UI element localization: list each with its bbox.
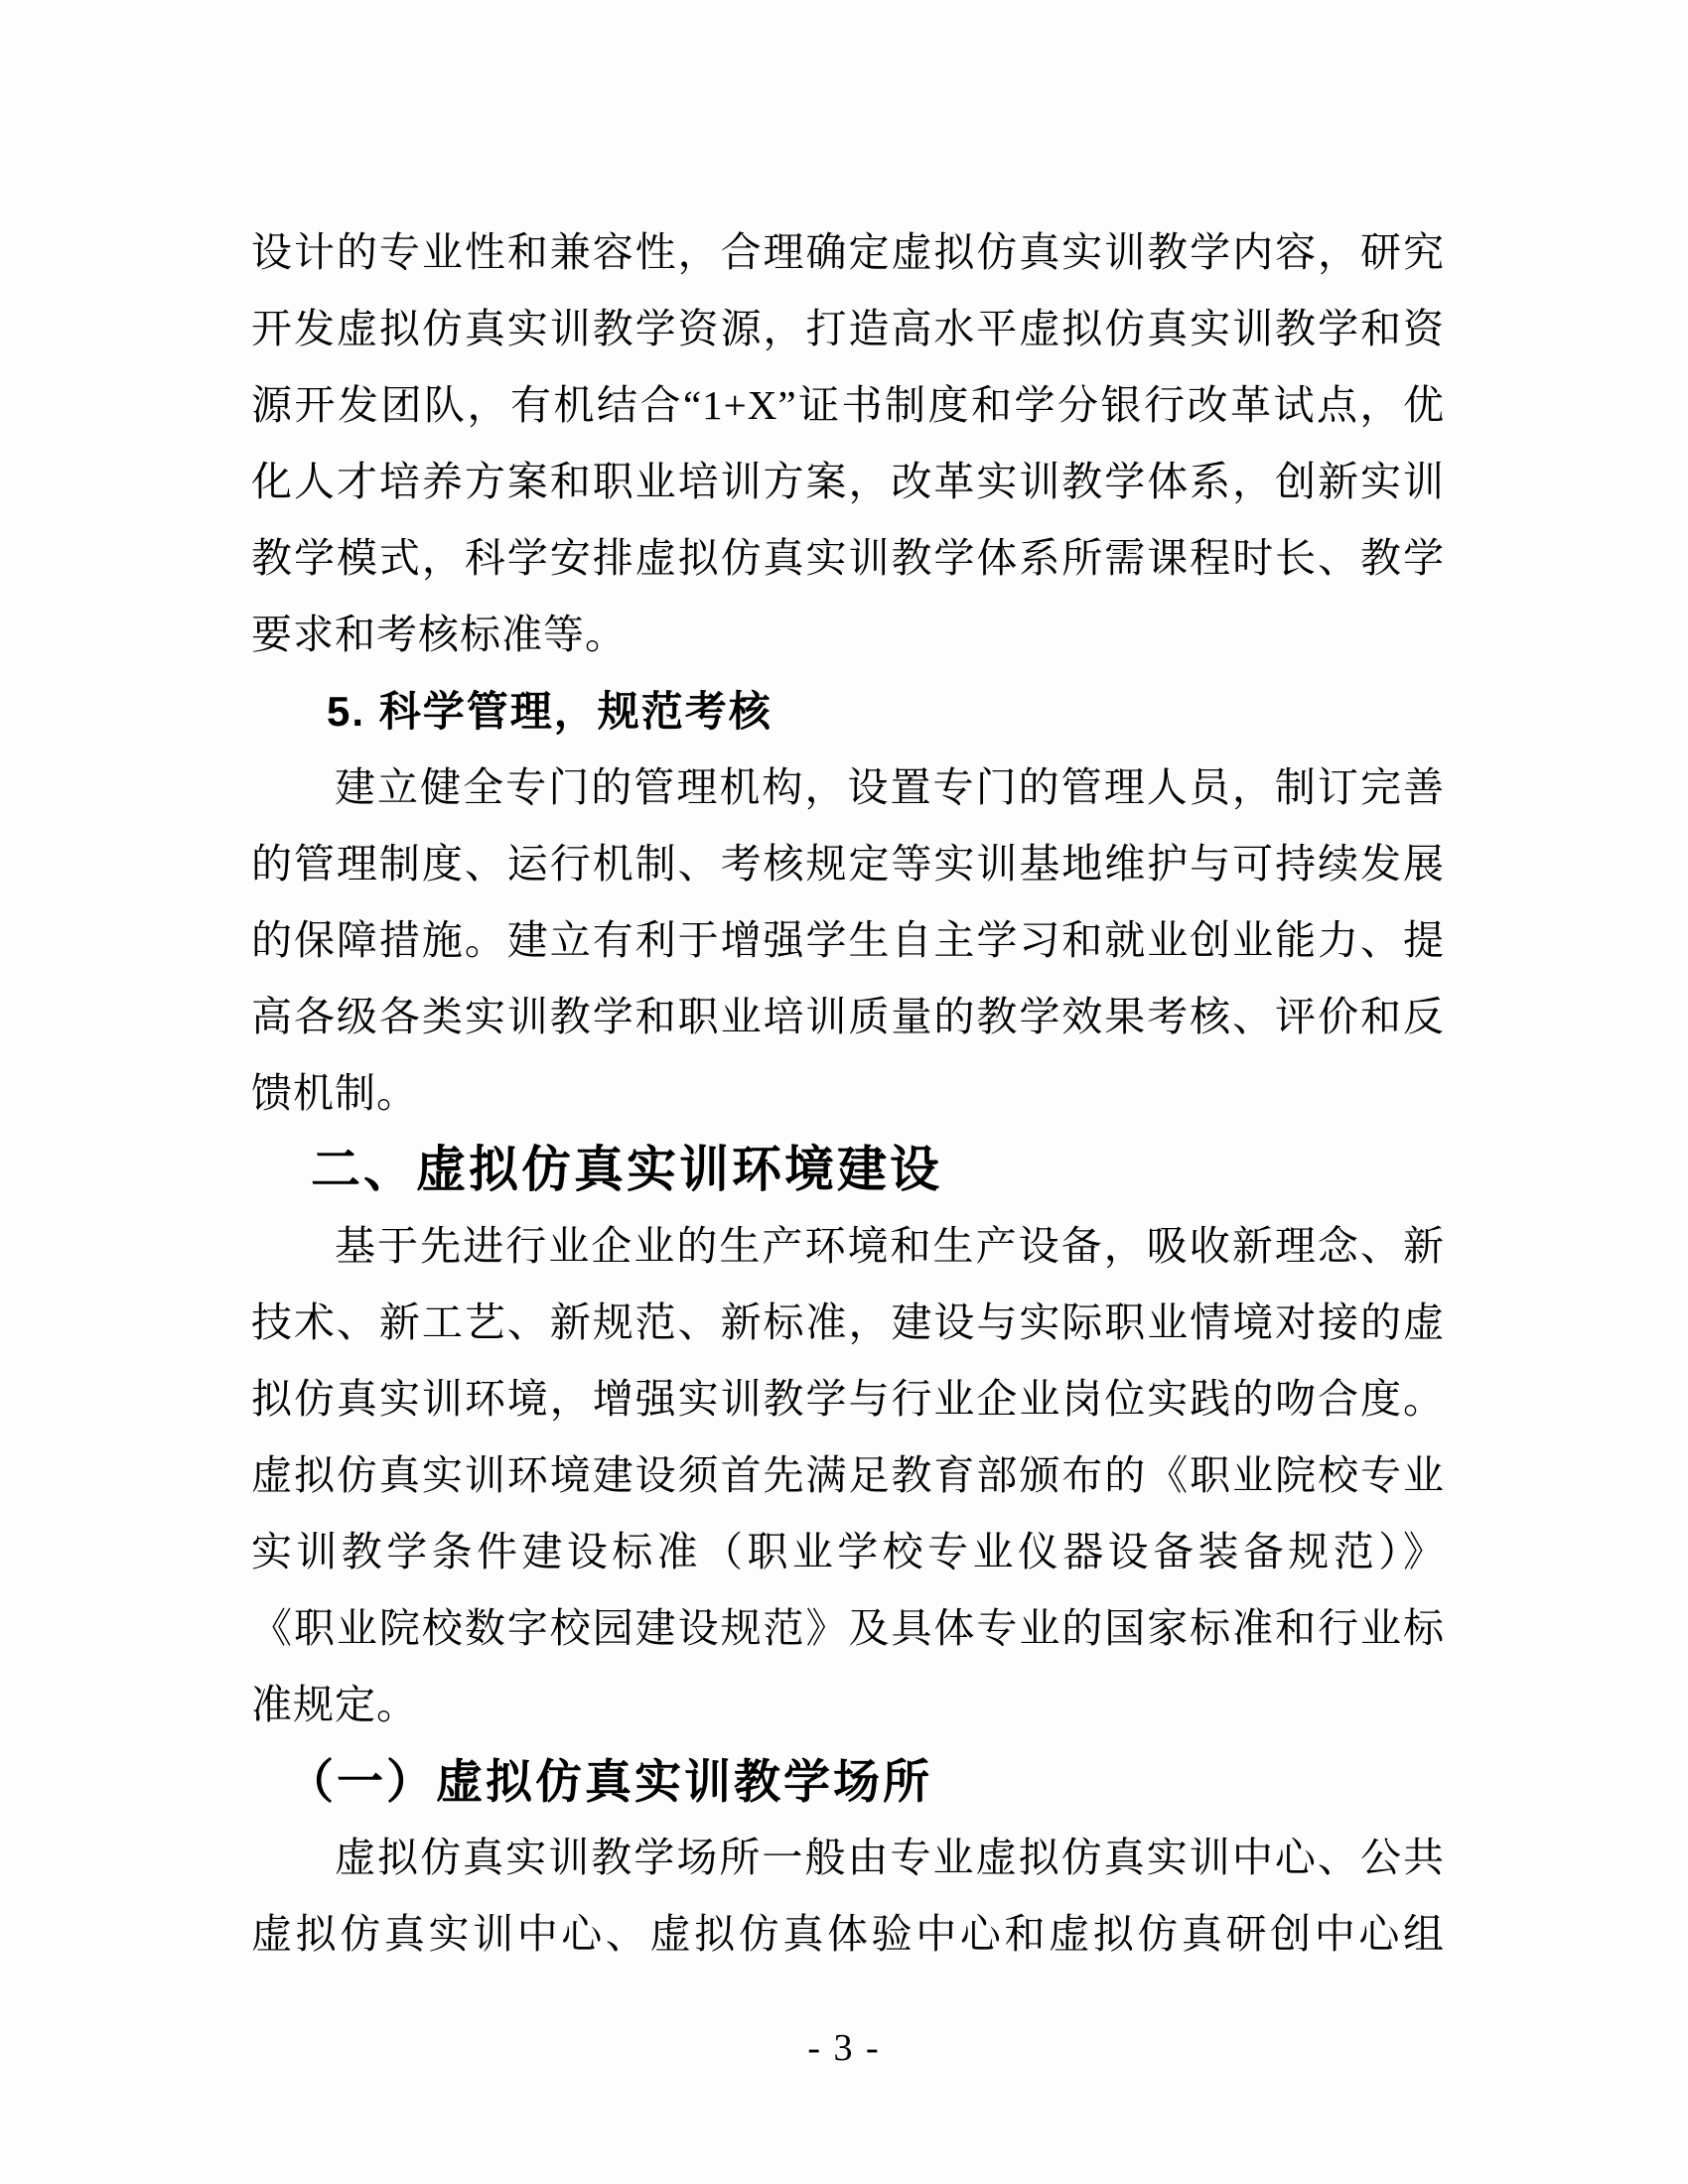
text-line: 源开发团队，有机结合“1+X”证书制度和学分银行改革试点，优 (251, 382, 1445, 428)
section-heading-3: 二、虚拟仿真实训环境建设 (311, 1142, 942, 1197)
text-line: 拟仿真实训环境，增强实训教学与行业企业岗位实践的吻合度。 (251, 1376, 1445, 1422)
text-line: 的保障措施。建立有利于增强学生自主学习和就业创业能力、提 (251, 917, 1445, 963)
page-number: - 3 - (807, 2027, 881, 2069)
text-line: 馈机制。 (251, 1070, 418, 1116)
text-line: 基于先进行业企业的生产环境和生产设备，吸收新理念、新 (335, 1223, 1445, 1269)
text-line: 技术、新工艺、新规范、新标准，建设与实际职业情境对接的虚 (251, 1299, 1445, 1345)
page-footer (0, 2025, 1688, 2071)
section-heading-1: 5. 科学管理，规范考核 (327, 688, 773, 735)
paragraph (251, 1208, 1445, 1743)
text-line: 的管理制度、运行机制、考核规定等实训基地维护与可持续发展 (251, 841, 1445, 887)
paragraph (251, 750, 1445, 1132)
text-line: 高各级各类实训教学和职业培训质量的教学效果考核、评价和反 (251, 994, 1445, 1039)
text-line: 要求和考核标准等。 (251, 612, 627, 657)
text-line: 开发虚拟仿真实训教学资源，打造高水平虚拟仿真实训教学和资 (251, 306, 1445, 351)
document-body (251, 214, 1445, 1973)
text-line: 准规定。 (251, 1682, 418, 1727)
text-line: 设计的专业性和兼容性，合理确定虚拟仿真实训教学内容，研究 (251, 229, 1445, 275)
text-line: 教学模式，科学安排虚拟仿真实训教学体系所需课程时长、教学 (251, 535, 1445, 581)
text-line: 虚拟仿真实训教学场所一般由专业虚拟仿真实训中心、公共 (335, 1835, 1445, 1880)
text-line: 建立健全专门的管理机构，设置专门的管理人员，制订完善 (335, 764, 1445, 810)
paragraph (251, 1820, 1445, 1973)
text-line: 化人才培养方案和职业培训方案，改革实训教学体系，创新实训 (251, 459, 1445, 504)
text-line: 《职业院校数字校园建设规范》及具体专业的国家标准和行业标 (251, 1605, 1445, 1651)
paragraph (251, 214, 1445, 673)
text-line: 虚拟仿真实训中心、虚拟仿真体验中心和虚拟仿真研创中心组 (251, 1911, 1445, 1957)
section-heading-5: （一）虚拟仿真实训教学场所 (287, 1755, 932, 1808)
text-line: 虚拟仿真实训环境建设须首先满足教育部颁布的《职业院校专业 (251, 1452, 1445, 1498)
text-line: 实训教学条件建设标准（职业学校专业仪器设备装备规范）》 (251, 1529, 1445, 1574)
